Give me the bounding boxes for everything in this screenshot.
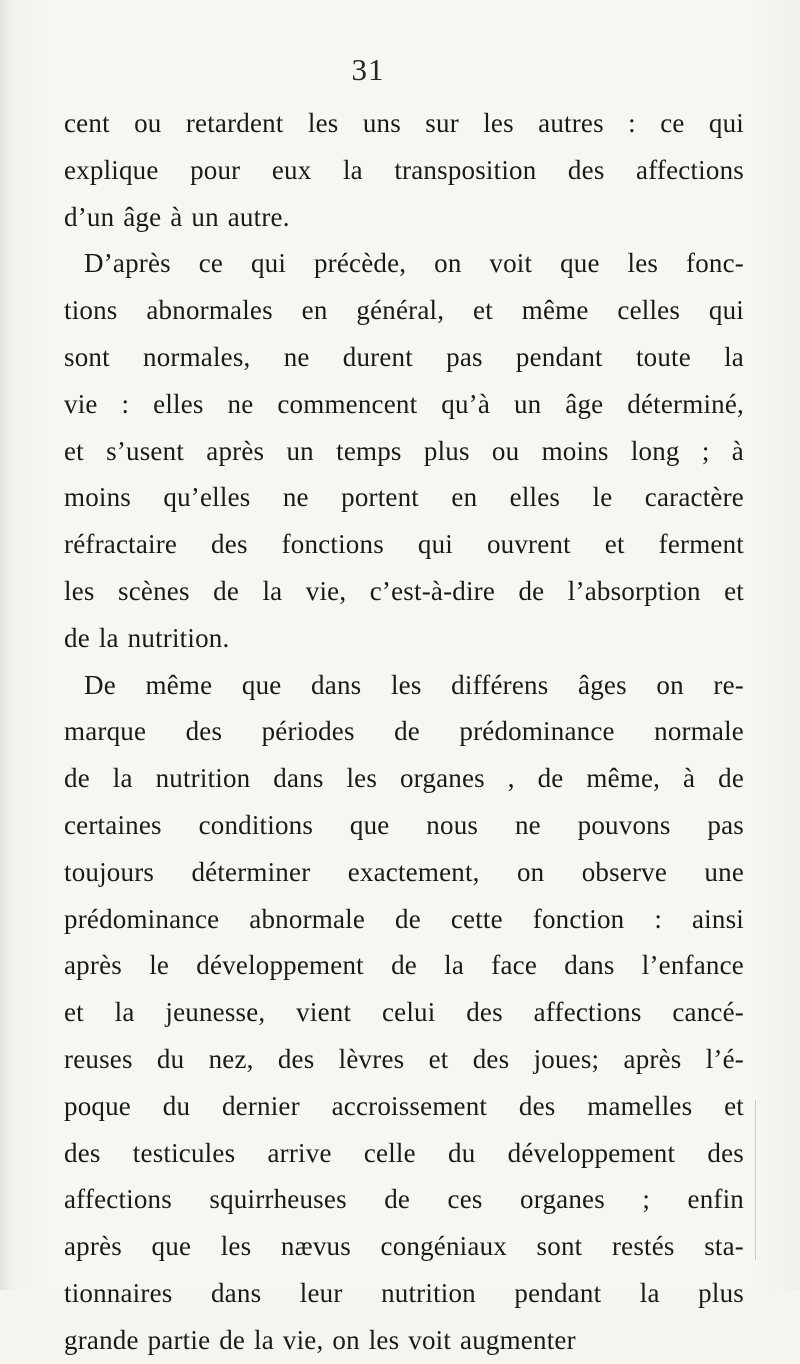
text-line: poque du dernier accroissement des mamelles et (64, 1090, 744, 1121)
text-line: de la nutrition dans les organes , de même, à de (64, 763, 744, 794)
page-fold-shadow (0, 0, 14, 1290)
text-line: reuses du nez, des lèvres et des joues; après l’é- (64, 1043, 744, 1074)
text-line: explique pour eux la transposition des affections (64, 154, 744, 185)
text-line: affections squirrheuses de ces organes ; enfin (64, 1184, 744, 1215)
text-line: et s’usent après un temps plus ou moins long ; à (64, 435, 744, 466)
text-line: après le développement de la face dans l’enfance (64, 950, 744, 981)
text-line: De même que dans les différens âges on re- (84, 669, 744, 700)
text-line: moins qu’elles ne portent en elles le caractère (64, 482, 744, 513)
text-line: et la jeunesse, vient celui des affections cancé- (64, 997, 744, 1028)
text-line: vie : elles ne commencent qu’à un âge déterminé, (64, 388, 744, 419)
text-line: tions abnormales en général, et même celles qui (64, 295, 744, 326)
text-line: cent ou retardent les uns sur les autres : ce qui (64, 108, 744, 138)
text-line: D’après ce qui précède, on voit que les fonc- (84, 248, 744, 279)
page-edge-mark (755, 1100, 756, 1260)
text-line: marque des périodes de prédominance normale (64, 716, 744, 747)
text-line: prédominance abnormale de cette fonction : ainsi (64, 903, 744, 934)
text-line: tionnaires dans leur nutrition pendant la plus (64, 1277, 744, 1308)
text-line: après que les nævus congéniaux sont restés sta- (64, 1231, 744, 1262)
text-line: grande partie de la vie, on les voit augmenter (64, 1324, 576, 1355)
text-line: des testicules arrive celle du développement des (64, 1137, 744, 1168)
text-line: certaines conditions que nous ne pouvons pas (64, 809, 744, 840)
body-text (64, 100, 744, 1364)
text-line: de la nutrition. (64, 622, 230, 653)
page-number: 31 (351, 52, 385, 87)
text-line: d’un âge à un autre. (64, 201, 290, 232)
text-line: réfractaire des fonctions qui ouvrent et ferment (64, 529, 744, 560)
text-line: toujours déterminer exactement, on observe une (64, 856, 744, 887)
text-line: sont normales, ne durent pas pendant toute la (64, 341, 744, 372)
text-line: les scènes de la vie, c’est-à-dire de l’absorption et (64, 575, 744, 606)
